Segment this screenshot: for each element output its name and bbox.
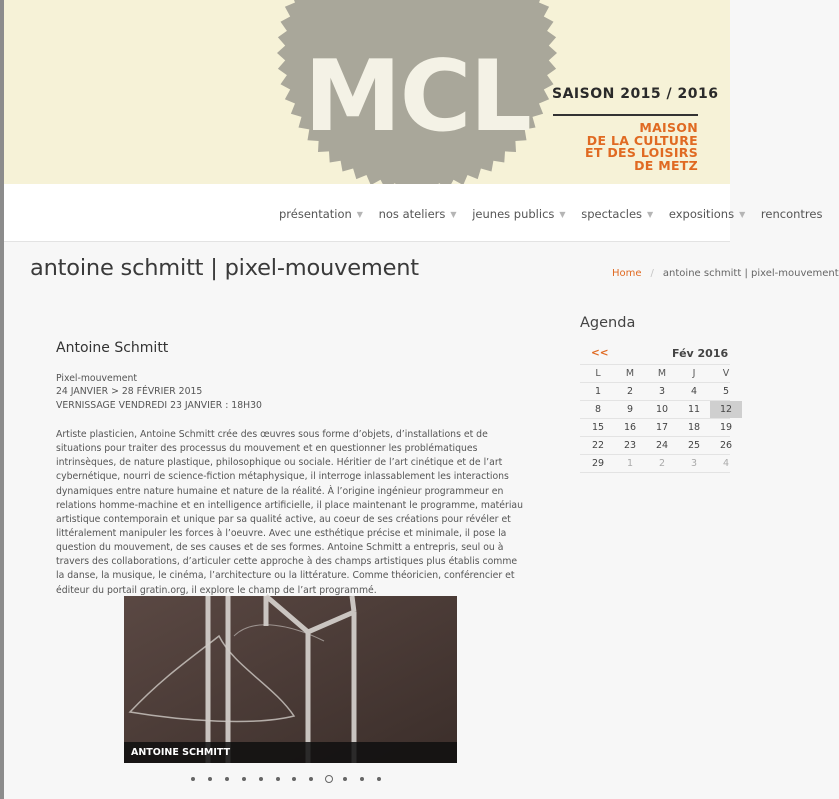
event-meta (56, 372, 526, 412)
event-subtitle: Pixel-mouvement (56, 373, 138, 384)
calendar-day[interactable]: 3 (690, 458, 698, 469)
artwork-photo (124, 596, 457, 763)
slideshow-dot[interactable] (292, 777, 296, 781)
calendar-weekday: V (722, 368, 730, 379)
nav-label: jeunes publics (472, 207, 555, 221)
org-name (564, 122, 698, 172)
calendar-week-row (580, 382, 730, 400)
calendar-day[interactable]: 8 (594, 404, 602, 415)
nav-label: rencontres (760, 207, 823, 221)
chevron-down-icon: ▼ (559, 210, 566, 219)
calendar-week-row (580, 418, 733, 436)
calendar-weekday: L (595, 368, 601, 379)
nav-item-presentation[interactable] (279, 207, 363, 221)
nav-item-expositions[interactable] (669, 207, 745, 221)
calendar-day[interactable]: 18 (687, 422, 701, 433)
org-line: ET DES LOISIRS (585, 145, 698, 160)
calendar-day[interactable]: 10 (655, 404, 669, 415)
slideshow-dot[interactable] (191, 777, 195, 781)
slideshow-dot[interactable] (325, 775, 333, 783)
calendar-day[interactable]: 1 (626, 458, 634, 469)
calendar-weekday-row (580, 364, 730, 382)
svg-text:MCL: MCL (304, 40, 530, 154)
chevron-down-icon: ▼ (647, 210, 654, 219)
calendar-day[interactable]: 9 (626, 404, 634, 415)
calendar-day[interactable]: 17 (655, 422, 669, 433)
season-label: SAISON 2015 / 2016 (552, 86, 719, 102)
calendar-grid (580, 364, 733, 473)
calendar-weekday: M (625, 368, 635, 379)
calendar-day[interactable]: 4 (722, 458, 730, 469)
calendar-day[interactable]: 23 (623, 440, 637, 451)
agenda-title: Agenda (580, 315, 636, 331)
slideshow-dot[interactable] (208, 777, 212, 781)
calendar-week-row (580, 454, 730, 473)
image-slideshow[interactable] (124, 596, 457, 763)
slideshow-dot[interactable] (377, 777, 381, 781)
nav-item-spectacles[interactable] (581, 207, 653, 221)
nav-label: spectacles (581, 207, 643, 221)
nav-item-rencontres[interactable] (761, 207, 823, 221)
nav-label: nos ateliers (378, 207, 446, 221)
chevron-down-icon: ▼ (356, 210, 363, 219)
slideshow-dot[interactable] (242, 777, 246, 781)
nav-label: présentation (279, 207, 352, 221)
slideshow-dot[interactable] (276, 777, 280, 781)
breadcrumb-home-link[interactable]: Home (612, 268, 642, 279)
calendar-day[interactable]: 1 (594, 386, 602, 397)
calendar-day[interactable]: 2 (658, 458, 666, 469)
slideshow-dot[interactable] (225, 777, 229, 781)
breadcrumb-separator: / (650, 268, 654, 279)
article (56, 340, 526, 598)
slideshow-dot[interactable] (360, 777, 364, 781)
calendar-week-row (580, 436, 733, 454)
calendar-day[interactable]: 3 (658, 386, 666, 397)
calendar-week-row (580, 400, 733, 418)
main-navigation (4, 184, 823, 242)
event-opening: VERNISSAGE VENDREDI 23 JANVIER : 18H30 (56, 399, 262, 411)
slideshow-dot[interactable] (343, 777, 347, 781)
slide-caption: ANTOINE SCHMITT (124, 742, 457, 763)
article-heading: Antoine Schmitt (56, 340, 169, 356)
calendar-day[interactable]: 11 (687, 404, 701, 415)
slideshow-dot[interactable] (259, 777, 263, 781)
calendar-day[interactable]: 22 (591, 440, 605, 451)
org-line: MAISON (639, 120, 698, 135)
chevron-down-icon: ▼ (450, 210, 457, 219)
calendar-day[interactable]: 4 (690, 386, 698, 397)
calendar-weekday: J (692, 368, 696, 379)
page-title: antoine schmitt | pixel-mouvement (30, 255, 419, 281)
nav-label: expositions (668, 207, 735, 221)
calendar-day[interactable]: 15 (591, 422, 605, 433)
calendar-day[interactable]: 26 (719, 440, 733, 451)
calendar-day[interactable]: 25 (687, 440, 701, 451)
nav-item-ateliers[interactable] (379, 207, 457, 221)
chevron-down-icon: ▼ (739, 210, 746, 219)
season-divider (553, 114, 698, 116)
nav-item-jeunes-publics[interactable] (472, 207, 565, 221)
calendar-day[interactable]: 29 (591, 458, 605, 469)
calendar-header (580, 346, 730, 364)
calendar-day[interactable]: 16 (623, 422, 637, 433)
org-line: DE LA CULTURE (586, 132, 698, 148)
calendar-day[interactable]: 12 (710, 401, 742, 418)
calendar-day[interactable]: 2 (626, 386, 634, 397)
calendar-day[interactable]: 19 (719, 422, 733, 433)
calendar-weekday: M (657, 368, 667, 379)
calendar-day[interactable]: 5 (722, 386, 730, 397)
article-body: Artiste plasticien, Antoine Schmitt crée des œuvres sous forme d’objets, d’installations et de situations pour traiter des processus du mouvement et en questionner les problématiques intrinsèques, de nature plastique, philosophique ou sociale. Héritier de l’art cinétique et de l’art cybernétique, nourri de science-fiction métaphysique, il interroge inlassablement les interactions dynamiques entre nature humaine et nature de la réalité. À l’origine ingénieur programmeur en relations homme-machine et en intelligence artificielle, il place maintenant le programme, matériau artistique contemporain et unique par sa qualité active, au coeur de ses créations pour révéler et littéralement manipuler les forces à l’oeuvre. Avec une esthétique précise et minimale, il pose la question du mouvement, de ses causes et de ses formes. Antoine Schmitt a entrepris, seul ou à travers des collaborations, d’articuler cette approche à des champs artistiques plus établis comme la danse, la musique, le cinéma, l’architecture ou la littérature. Comme théoricien, conférencier et éditeur du portail gratin.org, il explore le champ de l’art programmé. (56, 428, 523, 596)
calendar-month: Fév 2016 (672, 347, 729, 360)
header-banner (4, 0, 730, 184)
calendar-prev-button[interactable]: << (591, 347, 609, 359)
breadcrumb-current: antoine schmitt | pixel-mouvement (662, 268, 839, 279)
slideshow-dot[interactable] (309, 777, 313, 781)
mcl-seal-logo[interactable] (272, 0, 562, 198)
calendar-day[interactable]: 24 (655, 440, 669, 451)
breadcrumb (612, 268, 839, 279)
org-line: DE METZ (634, 157, 698, 173)
event-dates: 24 JANVIER > 28 FÉVRIER 2015 (56, 386, 203, 398)
